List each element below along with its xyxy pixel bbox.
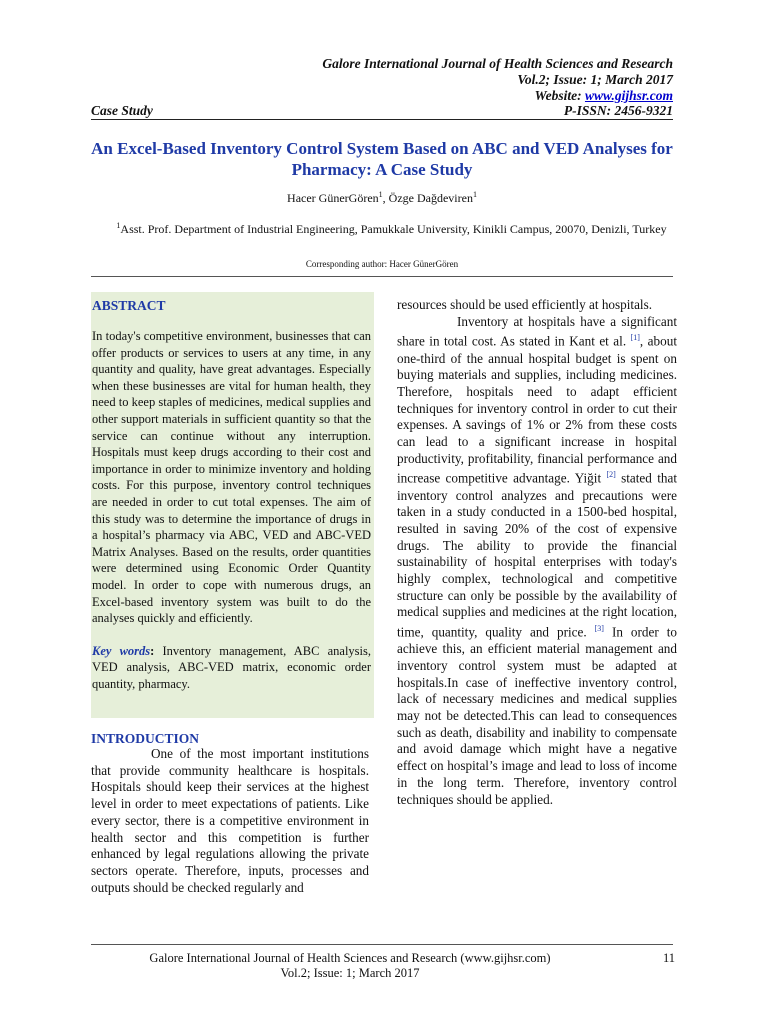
keywords-text: Inventory management, ABC analysis, VED analysis, ABC-VED matrix, economic order quantity, pharmacy. <box>92 643 372 691</box>
text-segment: Inventory at hospitals have a significant share in total cost. As stated in Kant et al. <box>397 313 677 349</box>
corresponding-author: Corresponding author: Hacer GünerGören <box>305 259 459 269</box>
website-link[interactable]: www.gijhsr.com <box>584 88 673 103</box>
introduction-heading: INTRODUCTION <box>91 731 200 746</box>
right-column <box>397 297 677 808</box>
paragraph-resources: resources should be used efficiently at hospitals. <box>397 297 653 312</box>
affiliation-text: Asst. Prof. Department of Industrial Engineering, Pamukkale University, Kinikli Campus, 20070, Denizli, Turkey <box>120 222 667 236</box>
author-separator: , <box>382 191 389 205</box>
author-2: Özge Dağdeviren <box>388 191 473 205</box>
header-divider <box>91 119 673 120</box>
author-1: Hacer GünerGören <box>287 191 379 205</box>
citation-2[interactable]: [2] <box>606 470 616 480</box>
introduction-text: One of the most important institutions that provide community healthcare is hospitals. Hospitals should keep their services at the highest level in order to meet expectations of patients. Like every sector, there is a competitive environment in health sector and this competition is further enhanced by legal regulations allowing the private sectors operate. Therefore, inputs, processes and outputs should be checked regularly and <box>91 746 369 895</box>
page-number: 11 <box>663 951 676 965</box>
author-2-affil: 1 <box>472 190 477 199</box>
author-1-affil: 1 <box>378 190 383 199</box>
journal-issn: P-ISSN: 2456-9321 <box>563 103 673 118</box>
journal-website <box>535 88 673 104</box>
journal-name: Galore International Journal of Health Sciences and Research <box>322 56 673 71</box>
title-divider <box>91 276 673 277</box>
section-label: Case Study <box>91 103 153 118</box>
text-segment: stated that inventory control analyzes and precautions were taken in a study conducted in a 1500-bed hospital, resulted in saving 20% of the cost of expensive drugs. The ability to provide the financial sustainability of hospital enterprises with today's highly complex, technological and competitive structure can only be possible by the availability of medical supplies and medicines at the right location, time, quantity, quality and price. <box>397 470 677 640</box>
affiliation <box>110 219 673 236</box>
footer-volume: Vol.2; Issue: 1; March 2017 <box>280 966 420 980</box>
abstract-heading: ABSTRACT <box>92 298 166 313</box>
footer-journal: Galore International Journal of Health Sciences and Research (www.gijhsr.com) <box>149 951 551 965</box>
authors <box>91 190 673 206</box>
abstract-text: In today's competitive environment, businesses that can offer products or services to users at any time, in any quantity and quality, have great advantages. Especially when these businesses are vital for human health, they need to keep staples of medicines, medical supplies and other support materials in sufficient quantity so that the service can continue without any interruption. Hospitals must keep drugs according to their cost and importance in order to minimize inventory and holding costs. For this purpose, inventory control techniques are needed in order to cut total expenses. The aim of this study was to determine the importance of drugs in a hospital’s pharmacy via ABC, VED and ABC-VED Matrix Analyses. Based on the results, order quantities were determined using Economic Order Quantity model. In order to cope with numerous drugs, an Excel-based inventory system was built to do the analyses quickly and efficiently. <box>92 329 371 626</box>
keywords-label: Key words <box>92 643 151 658</box>
paper-title: An Excel-Based Inventory Control System Based on ABC and VED Analyses for Pharmacy: A Case Study <box>91 139 673 179</box>
abstract-box <box>91 292 374 718</box>
keywords <box>92 643 371 693</box>
website-label: Website: <box>534 88 585 103</box>
text-segment: In order to achieve this, an efficient material management and inventory control system must be adapted at hospitals.In case of ineffective inventory control, lack of necessary medicines and medical supplies may not be detected.This can lead to consequences such as death, disability and inability to compensate and avoid damage which might have a negative effect on hospital’s image and lead to loss of income in the long term. Therefore, inventory control techniques should be applied. <box>397 624 677 807</box>
citation-1[interactable]: [1] <box>630 333 640 343</box>
keywords-colon: : <box>150 643 163 658</box>
journal-volume: Vol.2; Issue: 1; March 2017 <box>517 72 673 87</box>
text-segment: , about one-third of the annual hospital budget is spent on buying materials and supplies, including medicines. Therefore, hospitals need to adapt efficient techniques for inventory control in order to cut their expenses. A savings of 1% or 2% from these costs can lead to a significant increase in hospital productivity, profitability, financial performance and increase competitive advantage. Yiğit <box>397 333 677 486</box>
affiliation-marker: 1 <box>116 221 121 230</box>
footer <box>120 951 580 981</box>
paragraph-inventory <box>397 314 677 809</box>
citation-3[interactable]: [3] <box>594 624 604 634</box>
footer-divider <box>91 944 673 945</box>
